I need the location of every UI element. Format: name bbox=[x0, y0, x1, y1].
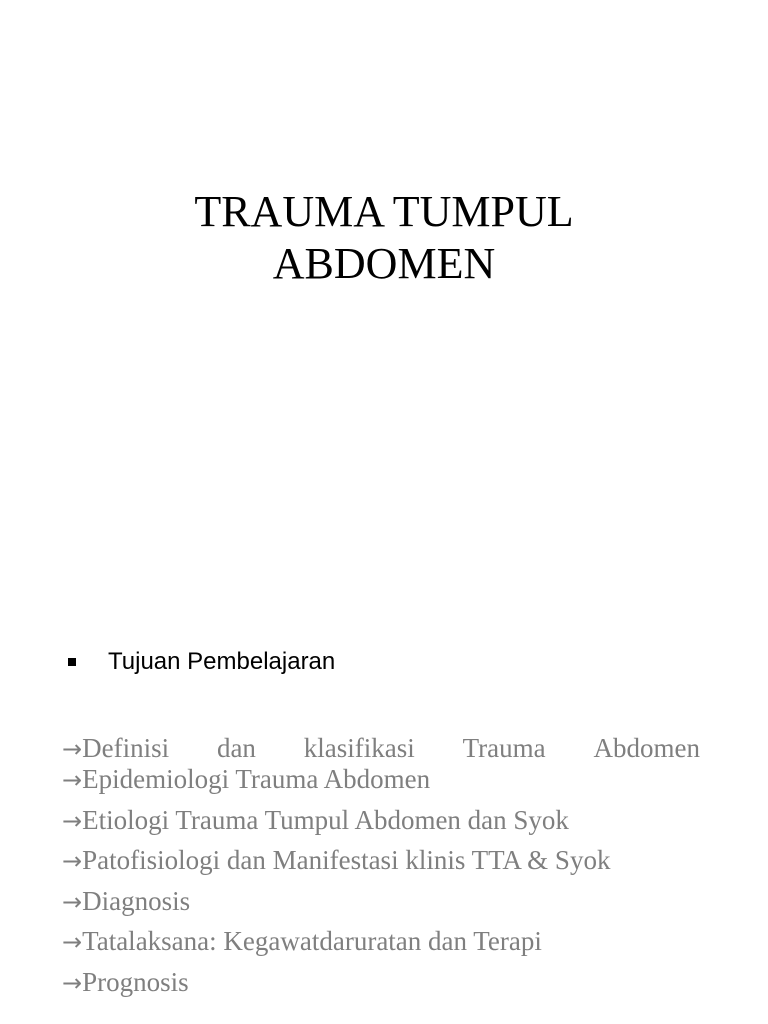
list-item bbox=[62, 762, 700, 796]
objective-text: Etiologi Trauma Tumpul Abdomen dan Syok bbox=[82, 804, 569, 835]
arrow-right-icon: → bbox=[62, 806, 83, 835]
objective-word: dan bbox=[216, 733, 256, 763]
list-item bbox=[62, 803, 700, 837]
objective-word: Trauma bbox=[462, 733, 546, 763]
list-item bbox=[62, 730, 700, 762]
learning-objectives-list bbox=[62, 730, 700, 1006]
objective-word: klasifikasi bbox=[303, 733, 415, 763]
objective-word: Abdomen bbox=[593, 733, 700, 763]
arrow-right-icon: → bbox=[62, 887, 83, 916]
list-item bbox=[62, 843, 700, 877]
slide-title bbox=[0, 186, 768, 290]
objective-text: Patofisiologi dan Manifestasi klinis TTA & Syok bbox=[82, 845, 611, 876]
list-item bbox=[62, 924, 700, 958]
objective-word: Definisi bbox=[82, 733, 170, 763]
arrow-right-icon: → bbox=[62, 735, 83, 763]
section-heading bbox=[68, 648, 335, 676]
list-item bbox=[62, 884, 700, 918]
objective-text: Tatalaksana: Kegawatdaruratan dan Terapi bbox=[82, 926, 542, 957]
arrow-right-icon: → bbox=[62, 766, 83, 794]
objective-text: Epidemiologi Trauma Abdomen bbox=[82, 764, 431, 794]
title-line-2: ABDOMEN bbox=[272, 239, 496, 288]
arrow-right-icon: → bbox=[62, 928, 83, 957]
list-item bbox=[62, 965, 700, 999]
section-heading-label: Tujuan Pembelajaran bbox=[108, 648, 336, 675]
square-bullet-icon bbox=[68, 658, 76, 666]
arrow-right-icon: → bbox=[62, 847, 83, 876]
objective-text: Prognosis bbox=[82, 966, 189, 997]
title-line-1: TRAUMA TUMPUL bbox=[194, 187, 574, 236]
objective-text: Diagnosis bbox=[82, 885, 191, 916]
arrow-right-icon: → bbox=[62, 968, 83, 997]
